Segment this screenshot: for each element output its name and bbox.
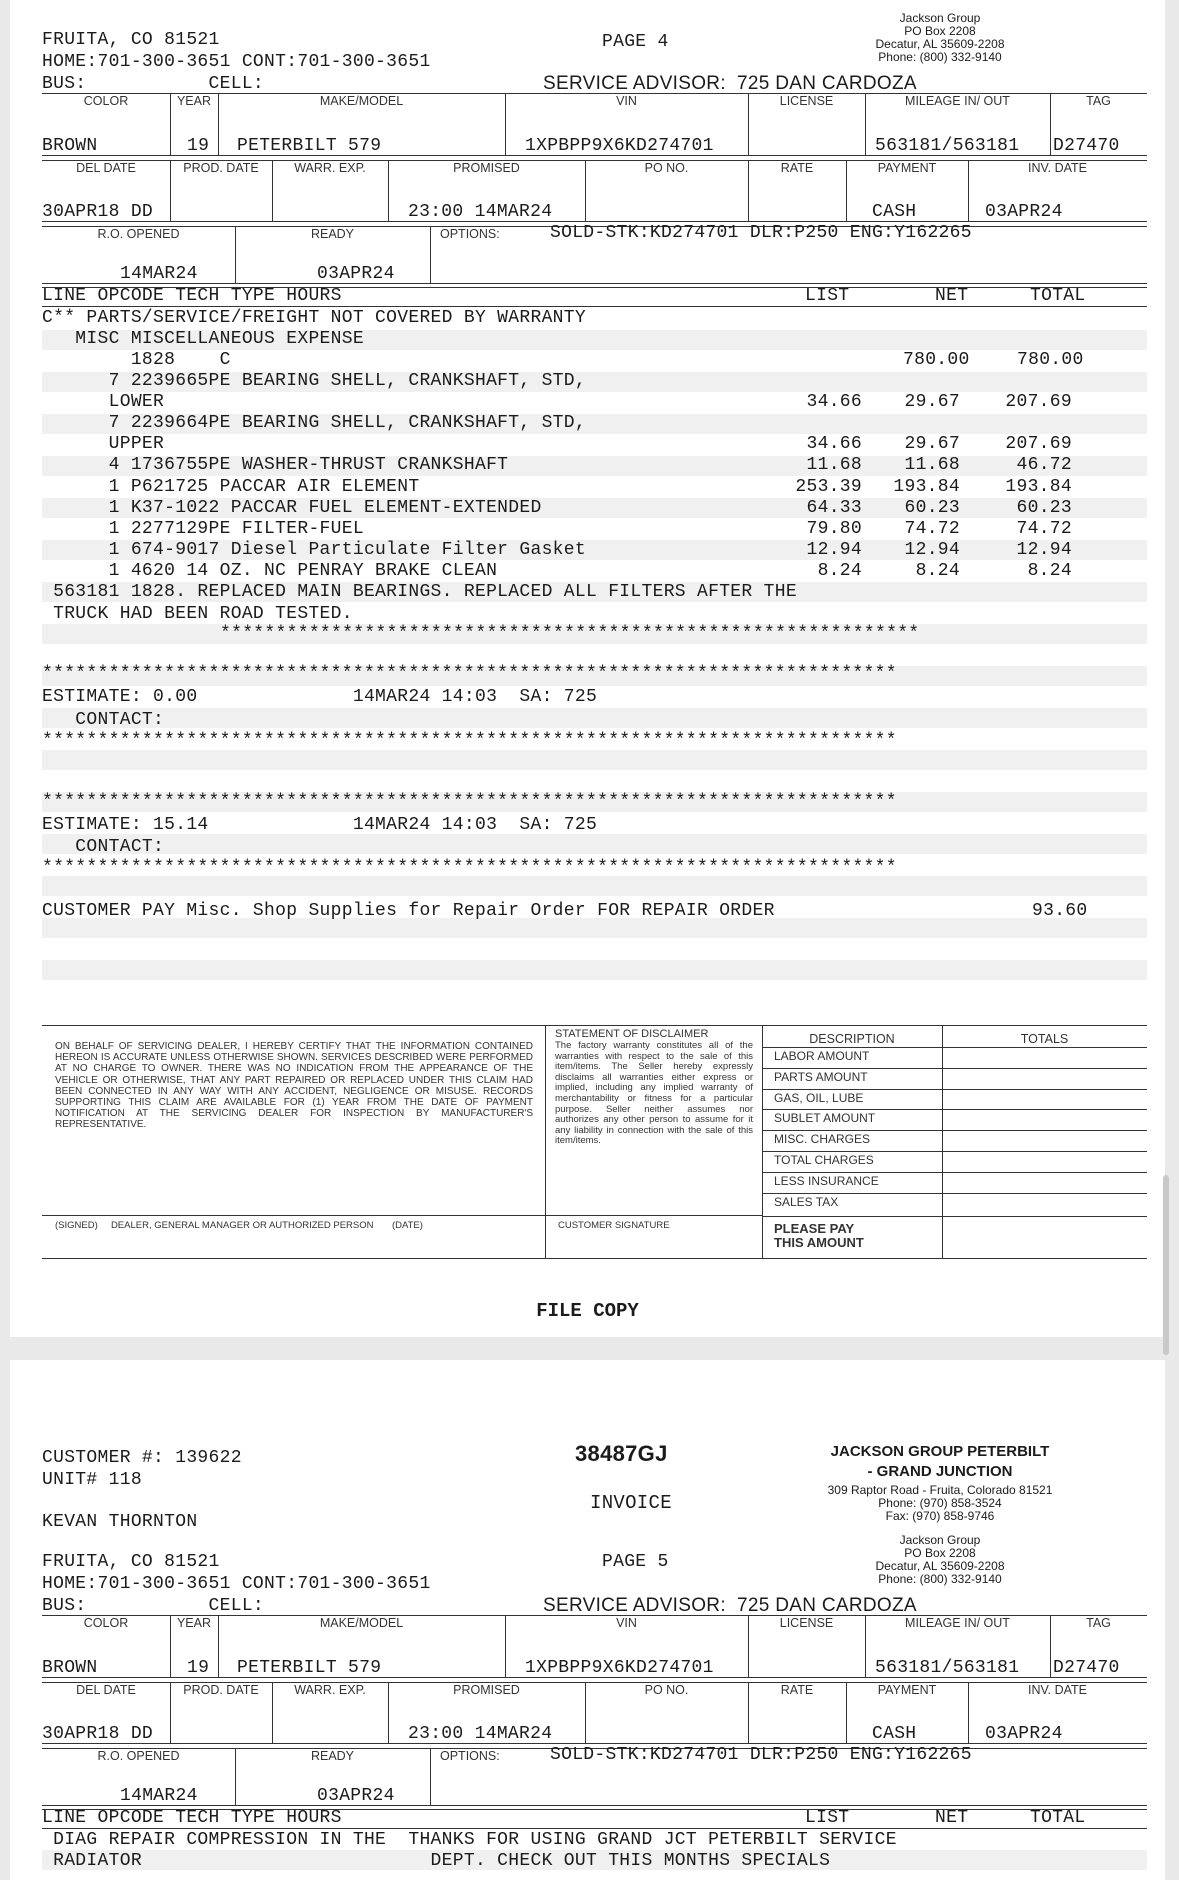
col-promised: PROMISED [453, 161, 520, 175]
col-license: LICENSE [779, 94, 834, 108]
col-rate: RATE [780, 1683, 814, 1697]
dealer-remit-line: Phone: (800) 332-9140 [878, 1572, 1002, 1586]
col-ro-opened: R.O. OPENED [97, 227, 180, 241]
col-del-date: DEL DATE [76, 161, 136, 175]
dealer-address-line: 309 Raptor Road - Fruita, Colorado 81521 [827, 1483, 1053, 1497]
totals-row-label: LABOR AMOUNT [774, 1049, 870, 1063]
totals-row-label: TOTAL CHARGES [774, 1153, 874, 1167]
vehicle-color: BROWN [42, 1658, 98, 1678]
part-list-price: 12.94 [806, 539, 862, 560]
del-date: 30APR18 DD [42, 1724, 154, 1744]
part-total: 207.69 [1005, 434, 1072, 455]
part-total: 8.24 [1027, 560, 1072, 581]
please-pay-line: PLEASE PAY [774, 1221, 855, 1236]
part-total: 12.94 [1016, 539, 1072, 560]
page-number: PAGE 4 [602, 32, 669, 52]
totals-row-label: MISC. CHARGES [774, 1132, 871, 1147]
totals-description-header: DESCRIPTION [809, 1032, 895, 1046]
dealer-name: - GRAND JUNCTION [867, 1463, 1013, 1480]
total-header: TOTAL [1030, 286, 1086, 306]
options-label: OPTIONS: [440, 1749, 500, 1763]
part-total: 207.69 [1005, 392, 1072, 413]
contact-line: CONTACT: [42, 837, 165, 857]
diag-line: DIAG REPAIR COMPRESSION IN THE THANKS FOR USING GRAND JCT PETERBILT SERVICE [42, 1830, 897, 1850]
part-description: 1 K37-1022 PACCAR FUEL ELEMENT-EXTENDED [42, 497, 542, 518]
service-advisor: SERVICE ADVISOR: 725 DAN CARDOZA [543, 73, 917, 94]
options-value: SOLD-STK:KD274701 DLR:P250 ENG:Y162265 [550, 223, 972, 243]
contact-line: CONTACT: [42, 710, 165, 730]
customer-bus-cell: BUS: CELL: [42, 1596, 265, 1616]
vertical-scrollbar[interactable] [1163, 1175, 1169, 1355]
separator-stars: ***************************************************************************** [42, 792, 897, 812]
payment: CASH [872, 1724, 917, 1744]
tech-net: 780.00 [903, 350, 970, 370]
part-description: 7 2239665PE BEARING SHELL, CRANKSHAFT, STD, [42, 371, 586, 391]
totals-row-label: PARTS AMOUNT [774, 1069, 868, 1084]
vehicle-make-model: PETERBILT 579 [237, 1658, 382, 1678]
col-prod-date: PROD. DATE [183, 161, 259, 175]
vehicle-color: BROWN [42, 136, 98, 156]
line-header: LINE OPCODE TECH TYPE HOURS [42, 286, 342, 306]
separator-stars: ***************************************************************************** [42, 858, 897, 878]
totals-row-label: SALES TAX [774, 1194, 839, 1209]
part-description: 7 2239664PE BEARING SHELL, CRANKSHAFT, STD, [42, 413, 586, 434]
inv-date: 03APR24 [985, 202, 1063, 222]
vehicle-vin: 1XPBPP9X6KD274701 [525, 1658, 714, 1678]
col-make-model: MAKE/MODEL [319, 1616, 404, 1630]
disclaimer-title: STATEMENT OF DISCLAIMER [555, 1028, 709, 1040]
invoice-page-5 [10, 1360, 1165, 1880]
story-line: TRUCK HAD BEEN ROAD TESTED. [42, 604, 353, 624]
promised: 23:00 14MAR24 [408, 1724, 553, 1744]
signed-label: (SIGNED) DEALER, GENERAL MANAGER OR AUTHORIZED PERSON (DATE) [55, 1220, 423, 1231]
col-year: YEAR [176, 94, 212, 108]
part-total: 46.72 [1016, 455, 1072, 476]
vehicle-mileage: 563181/563181 [875, 1658, 1020, 1678]
estimate-line: ESTIMATE: 0.00 14MAR24 14:03 SA: 725 [42, 687, 598, 707]
totals-row-label: GAS, OIL, LUBE [774, 1090, 864, 1105]
ro-opened: 14MAR24 [120, 264, 198, 284]
part-description: UPPER [42, 434, 165, 455]
part-total: 60.23 [1016, 497, 1072, 518]
dealer-remit-line: Decatur, AL 35609-2208 [875, 37, 1005, 51]
part-net-price: 60.23 [904, 497, 960, 518]
invoice-number: 38487GJ [575, 1441, 668, 1466]
col-vin: VIN [616, 1616, 637, 1630]
disclaimer-text: The factory warranty constitutes all of the warranties with respect to the sale of this item/items. The Seller hereby expressly disclaims all warranties either express or implied, including any implied warranty of merchantability or fitness for a particular purpose. Seller neither assumes nor authorizes any other person to assume for it any liability in connection with the sale of this item/items. [555, 1040, 753, 1147]
dealer-certification: ON BEHALF OF SERVICING DEALER, I HEREBY CERTIFY THAT THE INFORMATION CONTAINED HEREON IS ACCURATE UNLESS OTHERWISE SHOWN. SERVICES DESCRIBED WERE PERFORMED AT NO CHARGE TO OWNER. THERE WAS NO INDICATION FROM THE APPEARANCE OF THE VEHICLE OR OTHERWISE, THAT ANY PART REPAIRED OR REPLACED UNDER THIS CLAIM HAD BEEN CONNECTED IN ANY WAY WITH ANY ACCIDENT, NEGLIGENCE OR MISUSE. RECORDS SUPPORTING THIS CLAIM ARE AVAILABLE FOR (1) YEAR FROM THE DATE OF PAYMENT NOTIFICATION AT THE SERVICING DEALER FOR INSPECTION BY MANUFACTURER'S REPRESENTATIVE. [55, 1041, 533, 1131]
col-ready: READY [310, 1749, 355, 1763]
col-mileage: MILEAGE IN/ OUT [905, 1616, 1010, 1630]
story-line: 563181 1828. REPLACED MAIN BEARINGS. REPLACED ALL FILTERS AFTER THE [42, 582, 797, 602]
col-payment: PAYMENT [877, 161, 937, 175]
col-po-no: PO NO. [644, 1683, 689, 1697]
part-list-price: 8.24 [817, 560, 862, 581]
col-del-date: DEL DATE [76, 1683, 136, 1697]
vehicle-year: 19 [187, 1658, 210, 1678]
part-net-price: 29.67 [904, 434, 960, 455]
customer-number: CUSTOMER #: 139622 [42, 1448, 242, 1468]
col-inv-date: INV. DATE [1027, 161, 1088, 175]
invoice-label: INVOICE [590, 1492, 672, 1514]
part-list-price: 11.68 [806, 455, 862, 476]
col-make-model: MAKE/MODEL [319, 94, 404, 108]
separator-stars: ***************************************************************************** [42, 664, 897, 684]
part-description: 1 2277129PE FILTER-FUEL [42, 518, 364, 539]
part-total: 74.72 [1016, 518, 1072, 539]
col-rate: RATE [780, 161, 814, 175]
col-vin: VIN [616, 94, 637, 108]
vehicle-year: 19 [187, 136, 210, 156]
vehicle-make-model: PETERBILT 579 [237, 136, 382, 156]
customer-location: FRUITA, CO 81521 [42, 1552, 220, 1572]
ready: 03APR24 [317, 264, 395, 284]
col-license: LICENSE [779, 1616, 834, 1630]
part-list-price: 79.80 [806, 518, 862, 539]
del-date: 30APR18 DD [42, 202, 154, 222]
payment: CASH [872, 202, 917, 222]
customer-name: KEVAN THORNTON [42, 1512, 198, 1532]
col-mileage: MILEAGE IN/ OUT [905, 94, 1010, 108]
col-ro-opened: R.O. OPENED [97, 1749, 180, 1763]
vehicle-tag: D27470 [1053, 136, 1120, 156]
part-net-price: 12.94 [904, 539, 960, 560]
list-header: LIST [805, 286, 850, 306]
dealer-header [780, 1442, 1100, 1523]
part-list-price: 34.66 [806, 434, 862, 455]
dealer-remit-line: Jackson Group [899, 11, 981, 25]
col-po-no: PO NO. [644, 161, 689, 175]
dealer-remit-block [840, 1534, 1040, 1586]
part-net-price: 74.72 [904, 518, 960, 539]
customer-phones: HOME:701-300-3651 CONT:701-300-3651 [42, 52, 431, 72]
please-pay-label [774, 1222, 864, 1250]
part-description: 1 P621725 PACCAR AIR ELEMENT [42, 476, 420, 497]
separator-stars: *************************************************************** [220, 624, 920, 644]
totals-row-label: LESS INSURANCE [774, 1173, 879, 1188]
net-header: NET [935, 1808, 969, 1828]
list-header: LIST [805, 1808, 850, 1828]
part-total: 193.84 [1005, 476, 1072, 497]
separator-stars: ***************************************************************************** [42, 731, 897, 751]
tech-line: 1828 C [42, 350, 231, 370]
col-tag: TAG [1086, 1616, 1111, 1630]
part-net-price: 193.84 [893, 476, 960, 497]
col-ready: READY [310, 227, 355, 241]
part-list-price: 64.33 [806, 497, 862, 518]
tech-total: 780.00 [1017, 350, 1084, 370]
dealer-remit-line: PO Box 2208 [904, 24, 976, 38]
total-header: TOTAL [1030, 1808, 1086, 1828]
diag-line: RADIATOR DEPT. CHECK OUT THIS MONTHS SPECIALS [42, 1851, 831, 1871]
customer-phones: HOME:701-300-3651 CONT:701-300-3651 [42, 1574, 431, 1594]
col-prod-date: PROD. DATE [183, 1683, 259, 1697]
customer-signature-label: CUSTOMER SIGNATURE [558, 1220, 670, 1231]
section-title: C** PARTS/SERVICE/FREIGHT NOT COVERED BY WARRANTY [42, 308, 586, 328]
vehicle-vin: 1XPBPP9X6KD274701 [525, 136, 714, 156]
part-description: 1 674-9017 Diesel Particulate Filter Gasket [42, 539, 586, 560]
shop-supplies-amount: 93.60 [1032, 901, 1088, 921]
col-inv-date: INV. DATE [1027, 1683, 1088, 1697]
inv-date: 03APR24 [985, 1724, 1063, 1744]
please-pay-line: THIS AMOUNT [774, 1235, 864, 1250]
dealer-address-line: Phone: (970) 858-3524 [878, 1496, 1002, 1510]
net-header: NET [935, 286, 969, 306]
dealer-address-line: Fax: (970) 858-9746 [885, 1509, 995, 1523]
part-list-price: 253.39 [795, 476, 862, 497]
part-description: 4 1736755PE WASHER-THRUST CRANKSHAFT [42, 455, 509, 476]
dealer-remit-line: PO Box 2208 [904, 1546, 976, 1560]
col-year: YEAR [176, 1616, 212, 1630]
part-list-price: 34.66 [806, 392, 862, 413]
part-net-price: 8.24 [915, 560, 960, 581]
dealer-remit-line: Decatur, AL 35609-2208 [875, 1559, 1005, 1573]
ready: 03APR24 [317, 1786, 395, 1806]
vehicle-mileage: 563181/563181 [875, 136, 1020, 156]
line-header: LINE OPCODE TECH TYPE HOURS [42, 1808, 342, 1828]
page-number: PAGE 5 [602, 1552, 669, 1572]
options-label: OPTIONS: [440, 227, 500, 241]
col-color: COLOR [83, 94, 129, 108]
invoice-page-4 [10, 0, 1165, 1337]
dealer-remit-block [840, 12, 1040, 64]
dealer-remit-line: Phone: (800) 332-9140 [878, 50, 1002, 64]
part-net-price: 11.68 [904, 455, 960, 476]
col-warr-exp: WARR. EXP. [294, 161, 366, 175]
totals-row-label: SUBLET AMOUNT [774, 1111, 876, 1126]
dealer-remit-line: Jackson Group [899, 1533, 981, 1547]
totals-header: TOTALS [1020, 1032, 1069, 1046]
col-payment: PAYMENT [877, 1683, 937, 1697]
part-description: 1 4620 14 OZ. NC PENRAY BRAKE CLEAN [42, 560, 498, 581]
col-tag: TAG [1086, 94, 1111, 108]
promised: 23:00 14MAR24 [408, 202, 553, 222]
options-value: SOLD-STK:KD274701 DLR:P250 ENG:Y162265 [550, 1745, 972, 1765]
dealer-name: JACKSON GROUP PETERBILT [830, 1443, 1050, 1460]
part-description: LOWER [42, 392, 165, 413]
col-color: COLOR [83, 1616, 129, 1630]
unit-number: UNIT# 118 [42, 1470, 142, 1490]
shop-supplies-line: CUSTOMER PAY Misc. Shop Supplies for Repair Order FOR REPAIR ORDER [42, 901, 775, 921]
col-promised: PROMISED [453, 1683, 520, 1697]
customer-bus-cell: BUS: CELL: [42, 74, 265, 94]
customer-location: FRUITA, CO 81521 [42, 30, 220, 50]
misc-expense-line: MISC MISCELLANEOUS EXPENSE [42, 329, 364, 349]
service-advisor: SERVICE ADVISOR: 725 DAN CARDOZA [543, 1595, 917, 1616]
estimate-line: ESTIMATE: 15.14 14MAR24 14:03 SA: 725 [42, 815, 598, 835]
col-warr-exp: WARR. EXP. [294, 1683, 366, 1697]
ro-opened: 14MAR24 [120, 1786, 198, 1806]
vehicle-tag: D27470 [1053, 1658, 1120, 1678]
file-copy-label: FILE COPY [536, 1300, 639, 1322]
part-net-price: 29.67 [904, 392, 960, 413]
